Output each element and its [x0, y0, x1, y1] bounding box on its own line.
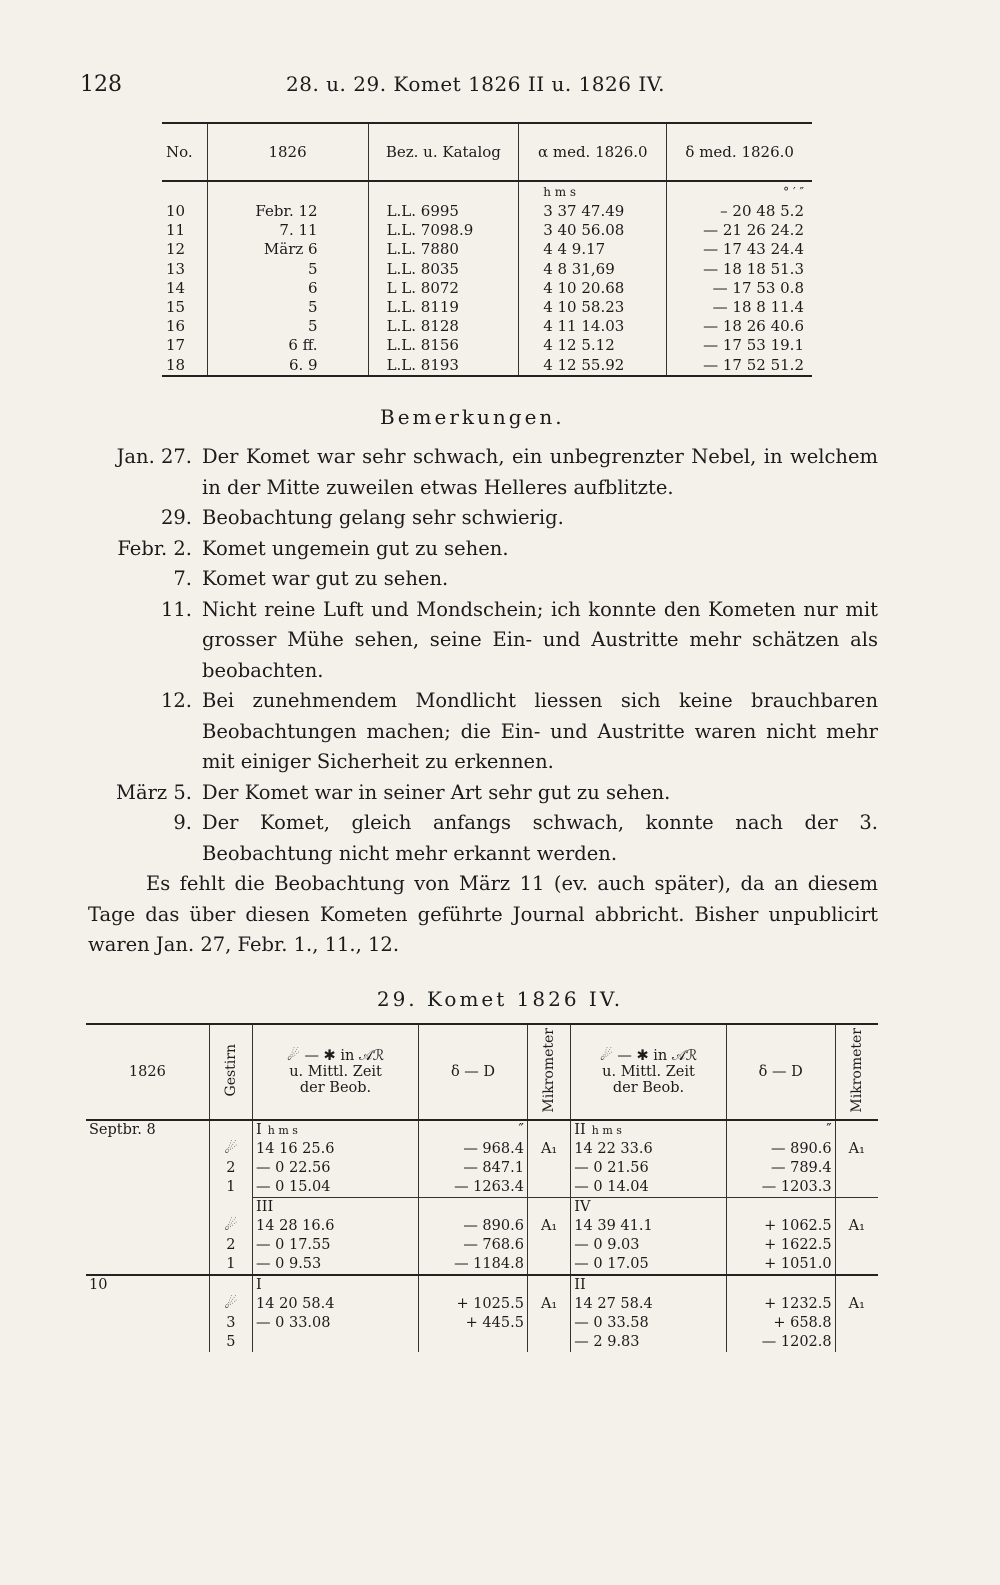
row-date: 7. 11 — [207, 221, 368, 240]
micrometer-left — [527, 1314, 570, 1333]
dec-diff-left: — 847.1 — [419, 1159, 528, 1178]
ra-diff-right: — 0 17.05 — [571, 1255, 726, 1275]
row-delta: — 18 26 40.6 — [703, 317, 804, 336]
row-date: 6 — [207, 279, 368, 298]
row-date: 6. 9 — [207, 356, 368, 376]
row-catalog: L.L. 8156 — [368, 336, 519, 355]
date-cell — [86, 1140, 209, 1159]
unit-sec-left — [419, 1275, 528, 1295]
unit-sec-right — [726, 1275, 835, 1295]
dec-diff-left: — 890.6 — [419, 1217, 528, 1236]
remark-date: 9. — [173, 811, 192, 834]
remark-text: Nicht reine Luft und Mondschein; ich konnte den Kometen nur mit grosser Mühe sehen, seine Ein- und Austritte mehr schätzen als beobachten. — [202, 597, 878, 682]
dec-diff-right: — 1203.3 — [726, 1178, 835, 1198]
remarks-section — [88, 405, 878, 961]
header-line: u. Mittl. Zeit — [602, 1064, 695, 1080]
ra-diff-left: — 0 15.04 — [253, 1178, 419, 1198]
star-id: 5 — [209, 1333, 252, 1352]
row-alpha: 3 37 47.49 — [519, 202, 667, 221]
col-header-date: 1826 — [86, 1024, 209, 1120]
col-header-dd-left: δ — D — [419, 1024, 528, 1120]
date-cell — [86, 1236, 209, 1255]
row-alpha: 4 12 55.92 — [519, 356, 667, 376]
dec-diff-left: — 968.4 — [419, 1140, 528, 1159]
remark-text: Der Komet war sehr schwach, ein unbegrenzter Nebel, in welchem in der Mitte zuweilen etwas Helleres aufblitzte. — [202, 445, 878, 499]
row-alpha: 4 10 20.68 — [519, 279, 667, 298]
header-line: ☄ — ✱ in 𝒜ℛ — [286, 1048, 385, 1064]
remark-item — [88, 595, 878, 687]
micrometer-left — [527, 1159, 570, 1178]
unit-cell: h m s — [519, 181, 667, 202]
star-id: 2 — [209, 1236, 252, 1255]
star-id: 3 — [209, 1314, 252, 1333]
table-row — [162, 240, 812, 259]
ra-diff-left: 14 16 25.6 — [253, 1140, 419, 1159]
ra-diff-left: 14 20 58.4 — [253, 1295, 419, 1314]
remark-item — [88, 808, 878, 869]
row-date: März 6 — [207, 240, 368, 259]
row-alpha: 4 8 31,69 — [519, 260, 667, 279]
unit-cell: ° ′ ″ — [783, 184, 804, 199]
dec-diff-left — [419, 1333, 528, 1352]
table-row — [162, 221, 812, 240]
ra-diff-right: — 0 9.03 — [571, 1236, 726, 1255]
unit-sec-right: ″ — [726, 1120, 835, 1140]
block-date: 10 — [86, 1275, 209, 1295]
set-number-left: I — [256, 1122, 262, 1138]
unit-cell — [368, 181, 519, 202]
remark-date: Jan. 27. — [116, 445, 192, 468]
dec-diff-right: + 1062.5 — [726, 1217, 835, 1236]
micrometer-right — [835, 1159, 878, 1178]
header-line: u. Mittl. Zeit — [289, 1064, 382, 1080]
star-id: 1 — [209, 1178, 252, 1198]
set-label-right — [571, 1198, 726, 1218]
ra-diff-right: — 0 21.56 — [571, 1159, 726, 1178]
col-header-date: 1826 — [207, 123, 368, 181]
row-no: 17 — [162, 336, 207, 355]
table-header-row — [162, 123, 812, 181]
row-no: 16 — [162, 317, 207, 336]
remark-date: 7. — [173, 567, 192, 590]
ra-diff-left: — 0 17.55 — [253, 1236, 419, 1255]
set-number-left: I — [256, 1277, 262, 1293]
star-id: ☄ — [209, 1140, 252, 1159]
header-line: ☄ — ✱ in 𝒜ℛ — [599, 1048, 698, 1064]
row-delta: — 17 53 19.1 — [703, 336, 804, 355]
star-catalog-table — [162, 122, 812, 377]
dec-diff-right: — 1202.8 — [726, 1333, 835, 1352]
row-delta: – 20 48 5.2 — [720, 202, 804, 221]
dec-diff-right: — 890.6 — [726, 1140, 835, 1159]
set-number-right: II — [574, 1122, 586, 1138]
remark-item — [88, 442, 878, 503]
row-date: 5 — [207, 260, 368, 279]
ra-diff-left: 14 28 16.6 — [253, 1217, 419, 1236]
remark-text: Der Komet, gleich anfangs schwach, konnte nach der 3. Beobachtung nicht mehr erkannt werden. — [202, 811, 878, 865]
block-label-row — [86, 1120, 878, 1140]
col-header-ra-left — [253, 1024, 419, 1120]
date-cell — [86, 1333, 209, 1352]
row-no: 15 — [162, 298, 207, 317]
remark-item — [88, 778, 878, 809]
col-header-no: No. — [162, 123, 207, 181]
remark-date: Febr. 2. — [117, 536, 192, 560]
block-label-row — [86, 1275, 878, 1295]
col-header-mic-right-label: Mikrometer — [848, 1027, 865, 1113]
header-line: der Beob. — [299, 1080, 372, 1096]
ra-diff-right: 14 22 33.6 — [571, 1140, 726, 1159]
remark-text: Bei zunehmendem Mondlicht liessen sich keine brauchbaren Beobachtungen machen; die Ein- und Austritte waren nicht mehr mit einiger Sicherheit zu erkennen. — [202, 689, 878, 773]
star-id: ☄ — [209, 1295, 252, 1314]
date-cell — [86, 1314, 209, 1333]
star-id: ☄ — [209, 1217, 252, 1236]
set-label-right — [571, 1120, 726, 1140]
row-delta: — 18 18 51.3 — [703, 259, 804, 278]
mic-cell — [835, 1275, 878, 1295]
row-alpha: 4 12 5.12 — [519, 336, 667, 355]
dec-diff-right: + 1622.5 — [726, 1236, 835, 1255]
col-header-star — [209, 1024, 252, 1120]
ra-diff-right: 14 27 58.4 — [571, 1295, 726, 1314]
row-no: 10 — [162, 202, 207, 221]
ra-diff-right: — 0 33.58 — [571, 1314, 726, 1333]
micrometer-right — [835, 1178, 878, 1198]
remark-date: 12. — [160, 689, 192, 712]
table-row — [162, 260, 812, 279]
remark-text: Komet war gut zu sehen. — [202, 567, 449, 590]
table-row — [162, 317, 812, 336]
col-header-ra-right — [571, 1024, 726, 1120]
row-delta: — 17 53 0.8 — [712, 278, 804, 297]
col-header-alpha: α med. 1826.0 — [519, 123, 667, 181]
dec-diff-right: — 789.4 — [726, 1159, 835, 1178]
dec-diff-left: — 1263.4 — [419, 1178, 528, 1198]
row-catalog: L.L. 7098.9 — [368, 221, 519, 240]
ra-diff-left — [253, 1333, 419, 1352]
row-no: 18 — [162, 356, 207, 376]
table-row — [86, 1255, 878, 1275]
block-date — [86, 1198, 209, 1218]
date-cell — [86, 1178, 209, 1198]
row-delta: — 18 8 11.4 — [712, 298, 804, 317]
remark-text: Beobachtung gelang sehr schwierig. — [202, 506, 564, 529]
table-row — [86, 1333, 878, 1352]
dec-diff-right: + 1232.5 — [726, 1295, 835, 1314]
set-number-right: IV — [574, 1199, 591, 1215]
row-catalog: L.L. 8193 — [368, 356, 519, 376]
block-date: Septbr. 8 — [86, 1120, 209, 1140]
table-row — [86, 1236, 878, 1255]
table-row — [86, 1159, 878, 1178]
mic-cell — [835, 1120, 878, 1140]
row-date: 6 ff. — [207, 336, 368, 355]
table-row — [162, 356, 812, 376]
remarks-list — [88, 442, 878, 869]
row-alpha: 4 11 14.03 — [519, 317, 667, 336]
micrometer-left: A₁ — [527, 1217, 570, 1236]
mic-cell — [527, 1198, 570, 1218]
dec-diff-left: — 1184.8 — [419, 1255, 528, 1275]
unit-cell — [162, 181, 207, 202]
set-number-left: III — [256, 1199, 274, 1215]
row-alpha: 4 10 58.23 — [519, 298, 667, 317]
remark-item — [88, 686, 878, 778]
col-header-mic-left — [527, 1024, 570, 1120]
row-no: 13 — [162, 260, 207, 279]
star-cell — [209, 1120, 252, 1140]
dec-diff-left: + 1025.5 — [419, 1295, 528, 1314]
col-header-delta: δ med. 1826.0 — [667, 123, 812, 181]
comet-iv-heading: 29. Komet 1826 IV. — [376, 987, 624, 1011]
set-number-right: II — [574, 1277, 586, 1293]
micrometer-left — [527, 1236, 570, 1255]
units-row — [162, 181, 812, 202]
table-row — [86, 1217, 878, 1236]
final-paragraph: Es fehlt die Beobachtung von März 11 (ev. auch später), da an diesem Tage das über diesen Kometen geführte Journal abbricht. Bisher unpublicirt waren Jan. 27, Febr. 1., 11., 12. — [88, 872, 878, 956]
table-row — [86, 1295, 878, 1314]
col-header-catalog: Bez. u. Katalog — [368, 123, 519, 181]
remark-date: 11. — [160, 597, 192, 621]
dec-diff-left: + 445.5 — [419, 1314, 528, 1333]
micrometer-right — [835, 1314, 878, 1333]
row-no: 11 — [162, 221, 207, 240]
table-row — [86, 1314, 878, 1333]
dec-diff-left: — 768.6 — [419, 1236, 528, 1255]
set-label-left — [253, 1120, 419, 1140]
micrometer-left — [527, 1178, 570, 1198]
ra-diff-right: — 2 9.83 — [571, 1333, 726, 1352]
ra-diff-left: — 0 9.53 — [253, 1255, 419, 1275]
running-title: 28. u. 29. Komet 1826 II u. 1826 IV. — [286, 72, 666, 96]
remark-date: März 5. — [116, 780, 192, 804]
unit-label: h m s — [591, 1124, 622, 1137]
micrometer-right — [835, 1255, 878, 1275]
remarks-heading: Bemerkungen. — [380, 405, 565, 429]
mic-cell — [835, 1198, 878, 1218]
unit-sec-left — [419, 1198, 528, 1218]
remark-item — [88, 503, 878, 534]
row-catalog: L.L. 8035 — [368, 260, 519, 279]
mic-cell — [527, 1275, 570, 1295]
remark-date: 29. — [160, 506, 192, 529]
row-delta: — 17 52 51.2 — [667, 356, 812, 376]
row-delta: — 17 43 24.4 — [703, 240, 804, 259]
table-row — [162, 202, 812, 221]
ra-diff-right: — 0 14.04 — [571, 1178, 726, 1198]
row-date: 5 — [207, 317, 368, 336]
micrometer-left: A₁ — [527, 1140, 570, 1159]
comet-observation-table — [86, 1023, 878, 1352]
ra-diff-left: — 0 22.56 — [253, 1159, 419, 1178]
remark-item — [88, 534, 878, 565]
row-no: 12 — [162, 240, 207, 259]
table-row — [86, 1178, 878, 1198]
table-row — [162, 279, 812, 298]
row-alpha: 3 40 56.08 — [519, 221, 667, 240]
ra-diff-left: — 0 33.08 — [253, 1314, 419, 1333]
col-header-mic-left-label: Mikrometer — [541, 1027, 558, 1113]
col-header-mic-right — [835, 1024, 878, 1120]
row-catalog: L.L. 8119 — [368, 298, 519, 317]
row-catalog: L.L. 6995 — [368, 202, 519, 221]
unit-sec-right — [726, 1198, 835, 1218]
dec-diff-right: + 1051.0 — [726, 1255, 835, 1275]
page-number: 128 — [80, 72, 122, 97]
star-id: 2 — [209, 1159, 252, 1178]
unit-label: h m s — [267, 1124, 298, 1137]
micrometer-right: A₁ — [848, 1296, 865, 1312]
remark-item — [88, 564, 878, 595]
star-cell — [209, 1198, 252, 1218]
dec-diff-right: + 658.8 — [726, 1314, 835, 1333]
micrometer-right — [835, 1236, 878, 1255]
date-cell — [86, 1159, 209, 1178]
ra-diff-right: 14 39 41.1 — [571, 1217, 726, 1236]
table-row — [162, 298, 812, 317]
date-cell — [86, 1217, 209, 1236]
row-alpha: 4 4 9.17 — [519, 240, 667, 259]
row-catalog: L.L. 8128 — [368, 317, 519, 336]
row-catalog: L L. 8072 — [368, 279, 519, 298]
table-header-row — [86, 1024, 878, 1120]
row-date: 5 — [207, 298, 368, 317]
micrometer-right: A₁ — [848, 1141, 865, 1157]
table-row — [162, 336, 812, 355]
remark-text: Der Komet war in seiner Art sehr gut zu sehen. — [202, 780, 671, 804]
mic-cell — [527, 1120, 570, 1140]
remark-text: Komet ungemein gut zu sehen. — [202, 536, 509, 560]
star-id: 1 — [209, 1255, 252, 1275]
col-header-star-label: Gestirn — [222, 1043, 239, 1097]
row-delta: — 21 26 24.2 — [703, 221, 804, 240]
micrometer-right: A₁ — [848, 1218, 865, 1234]
table-row — [86, 1140, 878, 1159]
set-label-right — [571, 1275, 726, 1295]
unit-cell — [207, 181, 368, 202]
star-cell — [209, 1275, 252, 1295]
date-cell — [86, 1295, 209, 1314]
row-catalog: L.L. 7880 — [368, 240, 519, 259]
header-line: der Beob. — [612, 1080, 685, 1096]
col-header-dd-right: δ — D — [726, 1024, 835, 1120]
set-label-left — [253, 1198, 419, 1218]
row-date: Febr. 12 — [207, 202, 368, 221]
date-cell — [86, 1255, 209, 1275]
set-label-left — [253, 1275, 419, 1295]
micrometer-left: A₁ — [527, 1295, 570, 1314]
row-no: 14 — [162, 279, 207, 298]
micrometer-left — [527, 1333, 570, 1352]
block-label-row — [86, 1198, 878, 1218]
micrometer-left — [527, 1255, 570, 1275]
unit-sec-left: ″ — [419, 1120, 528, 1140]
micrometer-right — [835, 1333, 878, 1352]
